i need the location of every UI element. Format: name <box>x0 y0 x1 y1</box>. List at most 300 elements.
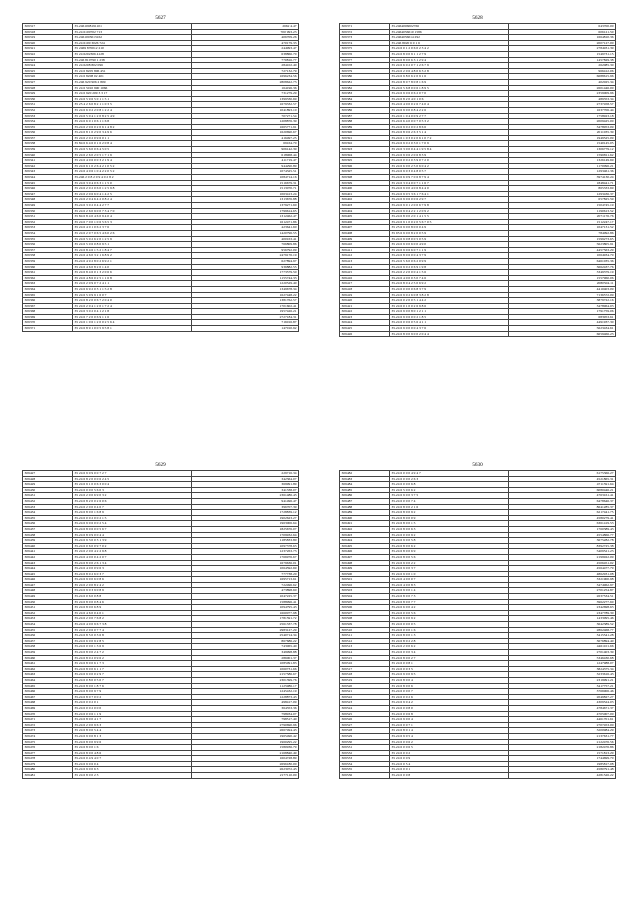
amount-cell: 618968.44 <box>192 152 299 158</box>
row-id-cell: 309534 <box>340 761 390 767</box>
table-row <box>340 773 616 779</box>
code-cell: 35.24 6 6 0 0 4 2 <box>390 605 509 611</box>
code-cell: 35.24 6 0 0 0 0 6 8 3 7 9 <box>390 286 509 292</box>
row-id-cell: 309383 <box>340 91 390 97</box>
amount-cell: 164196.36 <box>192 85 299 91</box>
row-id-cell: 309411 <box>340 247 390 253</box>
code-cell: 35.24 6 0 6 0 0 9 7 0 2 <box>73 543 192 549</box>
code-cell: 35.24 6 8 0 7 0 0 2 <box>73 694 192 700</box>
amount-cell: 244993.47 <box>192 46 299 52</box>
amount-cell: 3974130.24 <box>509 175 616 181</box>
row-id-cell: 309350 <box>23 208 73 214</box>
amount-cell: 4491937.30 <box>509 320 616 326</box>
amount-cell: 2168840.49 <box>192 750 299 756</box>
code-cell: 35.24 6 0 0 0 1 6 <box>390 627 509 633</box>
code-cell: 35.24 6 4 0 0 0 3 0 7 4 6 <box>390 275 509 281</box>
table-row <box>23 326 299 332</box>
code-cell: 35.24 6 0 4 9 4 0 7 <box>73 756 192 762</box>
row-id-cell: 309528 <box>340 728 390 734</box>
row-id-cell: 309491 <box>340 521 390 527</box>
code-cell: 35 24 6 5 0 4 1 2 0 8 2 5 4 9 <box>73 113 192 119</box>
amount-cell: 1047225.37 <box>192 594 299 600</box>
code-cell: 35.24 6 6 4 0 0 0 7 0 5 3 2 <box>390 119 509 125</box>
row-id-cell: 309396 <box>340 163 390 169</box>
row-id-cell: 309364 <box>23 286 73 292</box>
row-id-cell: 309530 <box>340 739 390 745</box>
code-cell: 35 24 6 9 0 9 0 0 7 2 7 <box>73 471 192 477</box>
amount-cell: 2361486.43 <box>192 493 299 499</box>
code-cell: 35 24 6 9 0 0 1 0 <box>390 571 509 577</box>
amount-cell: 1665771.91 <box>192 124 299 130</box>
amount-cell: 7136572.09 <box>509 292 616 298</box>
code-cell: 35.24 6 9 0 2 0 0 2 8 6 6 <box>390 124 509 130</box>
code-cell: 35.24 6 9 0 4 2 <box>390 700 509 706</box>
row-id-cell: 309446 <box>23 577 73 583</box>
amount-cell: 1799614.65 <box>192 208 299 214</box>
code-cell: 35.24 6 0 0 2 0 0 2 1 5 <box>73 515 192 521</box>
amount-cell: 406709.26 <box>192 35 299 41</box>
row-id-cell: 309372 <box>340 29 390 35</box>
amount-cell: 2701254.87 <box>509 588 616 594</box>
row-id-cell: 309397 <box>340 169 390 175</box>
row-id-cell: 309510 <box>340 627 390 633</box>
code-cell: 35.24 6 0 0 0 7 4 <box>390 498 509 504</box>
code-cell: 35.24 6 0 0 6 0 5 6 4 1 1 <box>390 320 509 326</box>
code-cell: 35 24 6 4 8 6 0 2 5 1 1 6 8 <box>73 275 192 281</box>
row-id-cell: 309400 <box>340 186 390 192</box>
row-id-cell: 309395 <box>340 158 390 164</box>
amount-cell: 262085.30 <box>509 63 616 69</box>
row-id-cell: 309328 <box>23 85 73 91</box>
code-cell: 35.24 6 0 0 6 5 <box>390 745 509 751</box>
row-id-cell: 309407 <box>340 225 390 231</box>
row-id-cell: 309325 <box>23 68 73 74</box>
row-id-cell: 309440 <box>23 543 73 549</box>
row-id-cell: 309393 <box>340 147 390 153</box>
amount-cell: 1612471.86 <box>192 219 299 225</box>
amount-cell: 1637706.44 <box>509 107 616 113</box>
row-id-cell: 309403 <box>340 203 390 209</box>
row-id-cell: 309439 <box>23 538 73 544</box>
row-id-cell: 309532 <box>340 750 390 756</box>
amount-cell: 1420796.55 <box>192 230 299 236</box>
amount-cell: 1085091.83 <box>192 661 299 667</box>
amount-cell: 2727184.31 <box>192 314 299 320</box>
row-id-cell: 309402 <box>340 197 390 203</box>
amount-cell: 1760389.43 <box>509 526 616 532</box>
amount-cell: 2137631.77 <box>509 733 616 739</box>
code-cell: 35.24 6 0 0 6 1 1 9 <box>73 711 192 717</box>
amount-cell: 2199922.09 <box>509 554 616 560</box>
code-cell: 35.24 6 8 0 2 0 9 6 2 <box>73 655 192 661</box>
amount-cell: 1985817.08 <box>509 761 616 767</box>
amount-cell: 865333.69 <box>509 186 616 192</box>
code-cell: 35.24 6 8 2 0 0 2 6 0 6 <box>73 498 192 504</box>
row-id-cell: 309340 <box>23 152 73 158</box>
amount-cell: 4705007.00 <box>509 711 616 717</box>
row-id-cell: 309366 <box>23 298 73 304</box>
row-id-cell: 309496 <box>340 549 390 555</box>
row-id-cell: 309389 <box>340 124 390 130</box>
code-cell: 35 24 6 9 1 0 0 6 3 0 0 4 <box>73 482 192 488</box>
code-cell: 35.24 6 8 0 0 5 6 <box>390 554 509 560</box>
row-id-cell: 309490 <box>340 515 390 521</box>
code-cell: 35 24 6 8 0 0 1 3 <box>390 633 509 639</box>
row-id-cell: 309390 <box>340 130 390 136</box>
row-id-cell: 309386 <box>340 107 390 113</box>
amount-cell: 798934.07 <box>192 711 299 717</box>
amount-cell: 4580791.48 <box>509 767 616 773</box>
row-id-cell: 309378 <box>340 63 390 69</box>
amount-cell: 1313676.88 <box>192 197 299 203</box>
row-id-cell: 309458 <box>23 644 73 650</box>
row-id-cell: 309463 <box>23 672 73 678</box>
amount-cell: 2561337.78 <box>192 622 299 628</box>
row-id-cell: 309531 <box>340 745 390 751</box>
row-id-cell: 309525 <box>340 711 390 717</box>
ledger-block-4 <box>339 461 616 779</box>
row-id-cell: 309427 <box>23 471 73 477</box>
row-id-cell: 309345 <box>23 180 73 186</box>
code-cell: 35.24 6 8 0 0 6 9 <box>390 549 509 555</box>
amount-cell: 2784931.39 <box>509 46 616 52</box>
amount-cell: 4461101.66 <box>509 644 616 650</box>
amount-cell: 1599273.65 <box>509 236 616 242</box>
code-cell: 35.24 6 9 0 0 6 3 <box>73 767 192 773</box>
code-cell: 35.24 6 8 0 0 9 0 0 2 0 4 4 <box>390 331 509 337</box>
amount-cell: 342364.07 <box>192 476 299 482</box>
row-id-cell: 309455 <box>23 627 73 633</box>
amount-cell: 4410403.09 <box>509 286 616 292</box>
row-id-cell: 309349 <box>23 203 73 209</box>
amount-cell: 400163.41 <box>192 236 299 242</box>
code-cell: 35 24 6 2 0 6 0 7 7 4 <box>73 627 192 633</box>
row-id-cell: 309416 <box>340 275 390 281</box>
amount-cell: 1791759.06 <box>509 309 616 315</box>
code-cell: 35.24 6 9 0 0 9 2 <box>390 616 509 622</box>
row-id-cell: 309365 <box>23 292 73 298</box>
amount-cell: 1960295.22 <box>192 739 299 745</box>
row-id-cell: 309367 <box>23 303 73 309</box>
row-id-cell: 309375 <box>340 46 390 52</box>
amount-cell: 1949525.09 <box>509 135 616 141</box>
row-id-cell: 309327 <box>23 79 73 85</box>
code-cell: 35 24 6 0 0 0 0 5 <box>390 622 509 628</box>
row-id-cell: 309494 <box>340 538 390 544</box>
code-cell: 35 24 6 5 6 0 0 6 4 5 0 5 <box>73 147 192 153</box>
amount-cell: 2701403.39 <box>509 650 616 656</box>
row-id-cell: 309406 <box>340 219 390 225</box>
amount-cell: 1094795.43 <box>192 605 299 611</box>
code-cell: 35 24 6 8208 02 401 <box>73 74 192 80</box>
code-cell: 35 24 6 3 0 4 0 0 7 1 1 6 7 <box>390 180 509 186</box>
table-row <box>340 331 616 337</box>
row-id-cell: 309339 <box>23 147 73 153</box>
code-cell: 35.24 6 8 0 0 0 9 <box>390 515 509 521</box>
amount-cell: 2479176.19 <box>192 253 299 259</box>
ledger-table <box>339 23 616 337</box>
code-cell: 35 24 6 2 6 0 9 0 0 7 3 4 7 0 <box>73 208 192 214</box>
row-id-cell: 309421 <box>340 303 390 309</box>
code-cell: 35.24 6 9 0 0 3 7 <box>390 566 509 572</box>
amount-cell: 1781591.72 <box>192 616 299 622</box>
code-cell: 35.24 6 0 0 6 8 <box>390 711 509 717</box>
row-id-cell: 309524 <box>340 705 390 711</box>
code-cell: 35.24 6 9 0 2 6 0 8 3 8 2 8 <box>390 292 509 298</box>
code-cell: 35.246 920 906 2 809 <box>73 79 192 85</box>
row-id-cell: 309360 <box>23 264 73 270</box>
code-cell: 35 24 6 6 9 2 0 3 1 1 5 2 8 <box>73 286 192 292</box>
code-cell: 35.24 6 0 0 0 2 6 3 <box>390 476 509 482</box>
code-cell: 35 24 6 8 0 0 6 <box>390 683 509 689</box>
row-id-cell: 309500 <box>340 571 390 577</box>
code-cell: 35.24 6 4 0 0 0 4 2 0 7 <box>73 554 192 560</box>
amount-cell: 1604728.89 <box>192 756 299 762</box>
row-id-cell: 309359 <box>23 258 73 264</box>
code-cell: 35 24 6 2 0 2 0 6 0 1 2 5 9 8 <box>73 186 192 192</box>
amount-cell: 3478953.09 <box>509 124 616 130</box>
amount-cell: 743065.40 <box>192 644 299 650</box>
amount-cell: 2177110.00 <box>192 773 299 779</box>
amount-cell: 489353.34 <box>509 96 616 102</box>
code-cell: 35.24 6 3 0 2 0 4 4 2 7 7 <box>73 203 192 209</box>
code-cell: 35.24 6 9 0 2 0 6 9 1 9 8 <box>390 264 509 270</box>
row-id-cell: 309343 <box>23 169 73 175</box>
code-cell: 35 24 6 3 0 4 0 6 3 1 1 5 0 <box>73 180 192 186</box>
amount-cell: 498417.09 <box>192 700 299 706</box>
row-id-cell: 309468 <box>23 700 73 706</box>
amount-cell: 798517.40 <box>192 717 299 723</box>
code-cell: 35.24 6 0 0 0 9 2 <box>390 532 509 538</box>
code-cell: 35.24 6 0 0 0 5 6 <box>390 610 509 616</box>
code-cell: 35 24 6 6 0 0 2 5 0 6 0 4 2 <box>390 163 509 169</box>
block-title: 5627 <box>155 15 166 21</box>
row-id-cell: 309352 <box>23 219 73 225</box>
amount-cell: 396707.39 <box>192 504 299 510</box>
row-id-cell: 309508 <box>340 616 390 622</box>
amount-cell: 3478964.03 <box>509 303 616 309</box>
amount-cell: 2071176.76 <box>509 214 616 220</box>
row-id-cell: 309423 <box>340 314 390 320</box>
code-cell: 35.24 6 0 0 8 <box>390 773 509 779</box>
code-cell: 35 24 6 8 4 6 0 1 3 2 0 6 6 <box>73 270 192 276</box>
code-cell: 35.24 6 8 0 0 6 1 1 7 <box>73 666 192 672</box>
row-id-cell: 309392 <box>340 141 390 147</box>
row-id-cell: 309509 <box>340 622 390 628</box>
block-title: 5629 <box>155 462 166 468</box>
amount-cell: 3766906.46 <box>509 689 616 695</box>
row-id-cell: 309351 <box>23 214 73 220</box>
amount-cell: 1513070.71 <box>192 186 299 192</box>
block-title: 5628 <box>472 15 483 21</box>
amount-cell: 1580936.79 <box>192 745 299 751</box>
amount-cell: 470179.33 <box>192 40 299 46</box>
code-cell: 35.24 6 2 0 0 0 4 0 7 <box>73 504 192 510</box>
row-id-cell: 309387 <box>340 113 390 119</box>
amount-cell: 3417757.21 <box>509 683 616 689</box>
amount-cell: 1571813.29 <box>509 750 616 756</box>
amount-cell: 411719.47 <box>192 158 299 164</box>
row-id-cell: 309459 <box>23 650 73 656</box>
amount-cell: 606121.50 <box>509 29 616 35</box>
amount-cell: 1549731.15 <box>509 51 616 57</box>
amount-cell: 1433095.46 <box>509 616 616 622</box>
row-id-cell: 309452 <box>23 610 73 616</box>
row-id-cell: 309341 <box>23 158 73 164</box>
row-id-cell: 309470 <box>23 711 73 717</box>
amount-cell: 2667494.43 <box>192 728 299 734</box>
code-cell: 35.24 6 2 0 0 7 6 8 2 <box>73 616 192 622</box>
row-id-cell: 309499 <box>340 566 390 572</box>
code-cell: 35 24 6 4 6 0 3 2 1 6 8 9 2 <box>73 253 192 259</box>
block-title: 5630 <box>472 462 483 468</box>
amount-cell: 6361419.53 <box>509 521 616 527</box>
row-id-cell: 309473 <box>23 728 73 734</box>
code-cell: 35 24 6 9 0 0 0 8 4 2 2 6 <box>390 107 509 113</box>
row-id-cell: 309504 <box>340 594 390 600</box>
row-id-cell: 309384 <box>340 96 390 102</box>
code-cell: 35.24 6 8 0 0 6 3 1 2 9 4 <box>390 57 509 63</box>
code-cell: 35.24 6 8 0 4 2 5 0 6 9 2 <box>390 281 509 287</box>
amount-cell: 944290.89 <box>192 163 299 169</box>
amount-cell: 4506451.02 <box>509 560 616 566</box>
amount-cell: 1220529.40 <box>192 281 299 287</box>
amount-cell: 6080446.21 <box>509 487 616 493</box>
row-id-cell: 309320 <box>23 40 73 46</box>
amount-cell: 3233616.43 <box>509 672 616 678</box>
code-cell: 35.2461003013162 <box>73 35 192 41</box>
amount-cell: 3642389.52 <box>509 622 616 628</box>
amount-cell: 416497.25 <box>192 135 299 141</box>
amount-cell: 1557960.06 <box>509 275 616 281</box>
amount-cell: 2737458.57 <box>509 102 616 108</box>
amount-cell: 4862931.08 <box>509 571 616 577</box>
code-cell: 35.24 6100702 713 <box>73 29 192 35</box>
code-cell: 35 24 6 7 2 0 0 6 9 1 1 6 <box>73 314 192 320</box>
code-cell: 35 24 6 0 0 8 1 <box>390 661 509 667</box>
row-id-cell: 309435 <box>23 515 73 521</box>
code-cell: 35 25 4 2 6 0 8 2 1 1 0 3 5 <box>73 102 192 108</box>
row-id-cell: 309337 <box>23 135 73 141</box>
code-cell: 35 24 6 8 0 2 2 8 <box>390 638 509 644</box>
row-id-cell: 309519 <box>340 677 390 683</box>
row-id-cell: 309353 <box>23 225 73 231</box>
amount-cell: 2049827.27 <box>509 694 616 700</box>
code-cell: 35 24 6 8 0 1 4 <box>390 728 509 734</box>
row-id-cell: 309399 <box>340 180 390 186</box>
amount-cell: 1664810.36 <box>509 35 616 41</box>
amount-cell: 1758923.18 <box>509 113 616 119</box>
amount-cell: 4554866.77 <box>509 532 616 538</box>
code-cell: 35 24 6 5 9 6 5 0 1 1 5 1 <box>73 96 192 102</box>
code-cell: 35 24 6 4 0 6 1 0 4 2 2 0 5 2 <box>73 169 192 175</box>
code-cell: 35.24 6 9 0 0 1 4 <box>390 588 509 594</box>
row-id-cell: 309371 <box>340 24 390 30</box>
code-cell: 35.24 6 9 0 6 0 0 2 1 8 5 <box>390 314 509 320</box>
amount-cell: 1744699.70 <box>509 756 616 762</box>
code-cell: 35.24 6 0 8 0 0 5 0 7 <box>73 677 192 683</box>
code-cell: 35.24 6 8 0 0 2 7 <box>390 655 509 661</box>
amount-cell: 6688615.96 <box>509 74 616 80</box>
code-cell: 35 24 6 0 0 9 <box>390 756 509 762</box>
amount-cell: 4457563.29 <box>509 247 616 253</box>
amount-cell: 3415541.28 <box>509 633 616 639</box>
amount-cell: 1064934.70 <box>509 253 616 259</box>
amount-cell: 1540145.05 <box>509 141 616 147</box>
row-id-cell: 309334 <box>23 119 73 125</box>
code-cell: 35 84 6 6 4 6 0 1 6 2 0 8 4 <box>73 141 192 147</box>
code-cell: 35.24 6 8 2 0 4 0 1 0 6 <box>390 96 509 102</box>
amount-cell: 1504745.19 <box>509 203 616 209</box>
amount-cell: 2662 4.47 <box>192 24 299 30</box>
row-id-cell: 309344 <box>23 175 73 181</box>
row-id-cell: 309488 <box>340 504 390 510</box>
code-cell: 35 24 6 2 0 4 6 4 2 0 8 2 4 <box>73 197 192 203</box>
amount-cell: 784092.86 <box>509 230 616 236</box>
row-id-cell: 309469 <box>23 705 73 711</box>
code-cell: 35.24 6 8 0 6 2 6 3 5 1 4 <box>390 130 509 136</box>
code-cell: 35 24 6 2 0 6 6 0 4 1 4 2 5 <box>73 191 192 197</box>
code-cell: 35 24 6 9 0 6 6 0 7 1 1 9 <box>390 247 509 253</box>
code-cell: 35.24 6 9 0 0 0 0 4 3 7 6 <box>390 326 509 332</box>
amount-cell: 1701602.41 <box>192 303 299 309</box>
row-id-cell: 309335 <box>23 124 73 130</box>
code-cell: 35 24 6 8 0 0 6 8 9 <box>73 605 192 611</box>
amount-cell: 1237263.73 <box>192 549 299 555</box>
code-cell: 35 24 6 2 0 0 6 9 0 3 2 <box>73 493 192 499</box>
code-cell: 35.24 6 8 0 7 8 0 8 1 6 9 <box>390 79 509 85</box>
row-id-cell: 309520 <box>340 683 390 689</box>
row-id-cell: 309436 <box>23 521 73 527</box>
amount-cell: 3962277.60 <box>509 599 616 605</box>
row-id-cell: 309448 <box>23 588 73 594</box>
row-id-cell: 309317 <box>23 24 73 30</box>
amount-cell: 906142.39 <box>192 147 299 153</box>
amount-cell: 1060731.66 <box>192 666 299 672</box>
amount-cell: 4281526.22 <box>509 773 616 779</box>
amount-cell: 229716.34 <box>192 471 299 477</box>
code-cell: 35.24 6 0 1 2 0 6 0 2 3 4 2 <box>390 46 509 52</box>
amount-cell: 1728839.12 <box>192 510 299 516</box>
row-id-cell: 309486 <box>340 493 390 499</box>
row-id-cell: 309485 <box>340 487 390 493</box>
amount-cell: 1679332.57 <box>192 102 299 108</box>
row-id-cell: 309356 <box>23 242 73 248</box>
amount-cell: 1084714.16 <box>192 175 299 181</box>
amount-cell: 1627448.22 <box>192 292 299 298</box>
amount-cell: 1379271.60 <box>192 203 299 209</box>
row-id-cell: 309422 <box>340 309 390 315</box>
code-cell: 35.2461008191101 <box>73 24 192 30</box>
code-cell: 35.24 6 5 6 0 0 6 2 0 9 9 <box>390 258 509 264</box>
code-cell: 35.24 6 2 0 0 9 6 3 <box>73 722 192 728</box>
code-cell: 35 24 6 9 0 0 8 0 1 2 1 1 <box>390 309 509 315</box>
amount-cell: 716016.87 <box>192 320 299 326</box>
row-id-cell: 309404 <box>340 208 390 214</box>
amount-cell: 2862468.77 <box>509 627 616 633</box>
code-cell: 35 24 6 8 0 0 1 6 <box>73 745 192 751</box>
amount-cell: 1097378.63 <box>192 543 299 549</box>
row-id-cell: 309346 <box>23 186 73 192</box>
code-cell: 35 24 6 8 0 0 4 <box>390 677 509 683</box>
amount-cell: 3676894.40 <box>509 638 616 644</box>
amount-cell: 349998.88 <box>192 650 299 656</box>
row-id-cell: 309476 <box>23 745 73 751</box>
code-cell: 35.24 6 9 0 0 5 8 <box>390 538 509 544</box>
amount-cell: 369991.89 <box>192 482 299 488</box>
row-id-cell: 309527 <box>340 722 390 728</box>
amount-cell: 966412.06 <box>509 68 616 74</box>
